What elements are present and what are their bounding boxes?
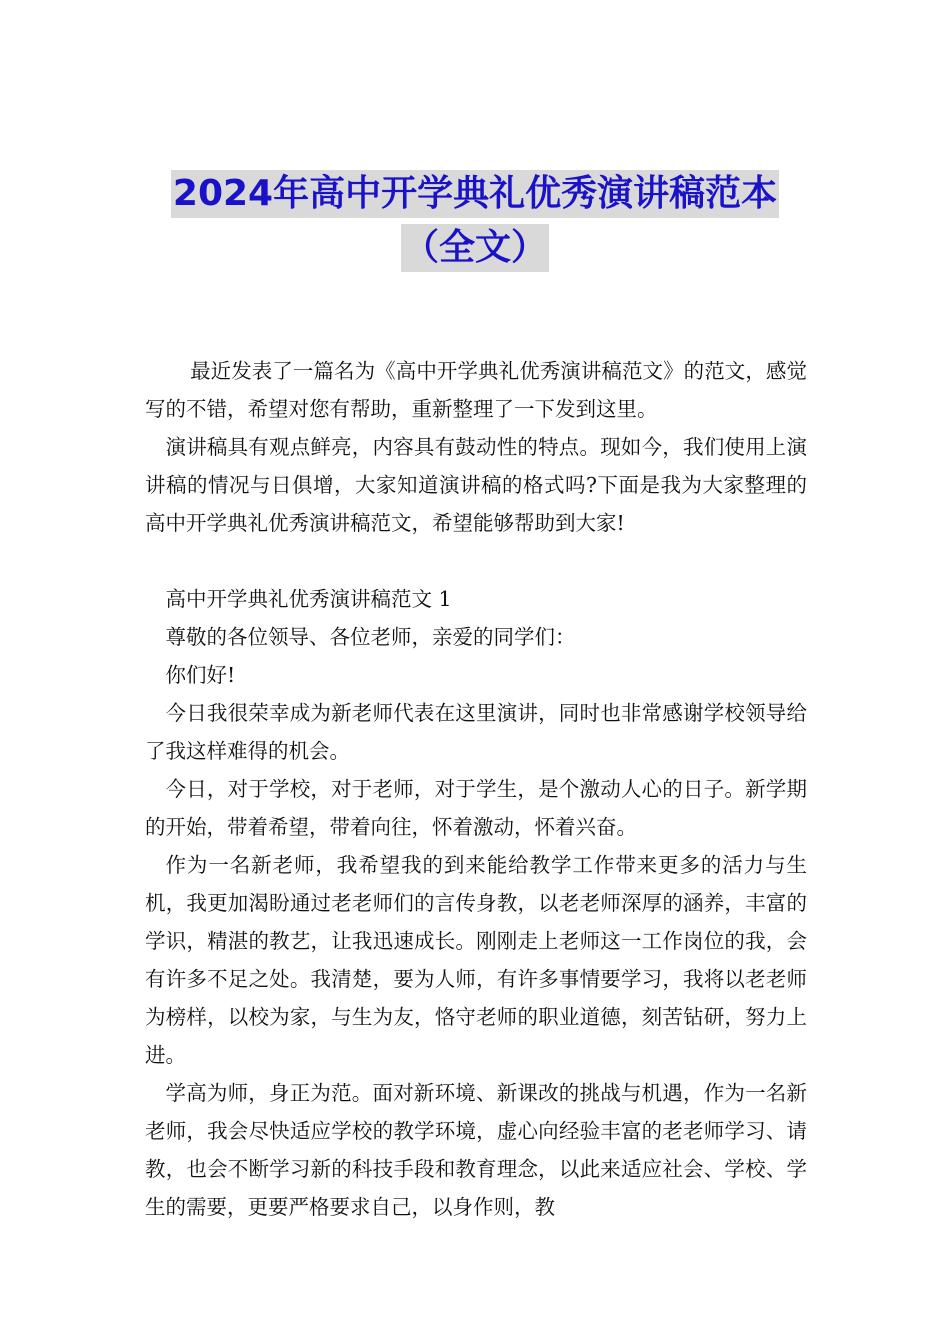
description-paragraph: 演讲稿具有观点鲜亮，内容具有鼓动性的特点。现如今，我们使用上演讲稿的情况与日俱增，大家知道演讲稿的格式吗?下面是我为大家整理的高中开学典礼优秀演讲稿范文，希望能够帮助到大家! xyxy=(145,435,807,535)
greeting: 你们好! xyxy=(165,663,236,687)
document-title xyxy=(0,170,950,272)
salutation: 尊敬的各位领导、各位老师，亲爱的同学们： xyxy=(165,625,576,649)
section-heading: 高中开学典礼优秀演讲稿范文 1 xyxy=(165,587,452,611)
body-paragraph: 今日我很荣幸成为新老师代表在这里演讲，同时也非常感谢学校领导给了我这样难得的机会。 xyxy=(145,701,807,763)
title-line-1: 2024年高中开学典礼优秀演讲稿范本 xyxy=(171,170,779,218)
paragraph-gap xyxy=(145,542,807,580)
body-paragraph: 学高为师，身正为范。面对新环境、新课改的挑战与机遇，作为一名新老师，我会尽快适应学校的教学环境，虚心向经验丰富的老老师学习、请教，也会不断学习新的科技手段和教育理念，以此来适应社会、学校、学生的需要，更要严格要求自己，以身作则，教 xyxy=(145,1081,807,1219)
body-paragraph: 作为一名新老师，我希望我的到来能给教学工作带来更多的活力与生机，我更加渴盼通过老老师们的言传身教，以老老师深厚的涵养，丰富的学识，精湛的教艺，让我迅速成长。刚刚走上老师这一工作岗位的我，会有许多不足之处。我清楚，要为人师，有许多事情要学习，我将以老老师为榜样，以校为家，与生为友，恪守老师的职业道德，刻苦钻研，努力上进。 xyxy=(145,853,807,1067)
intro-paragraph: 最近发表了一篇名为《高中开学典礼优秀演讲稿范文》的范文，感觉写的不错，希望对您有帮助，重新整理了一下发到这里。 xyxy=(145,359,807,421)
title-line-2: （全文） xyxy=(401,224,549,272)
body-paragraph: 今日，对于学校，对于老师，对于学生，是个激动人心的日子。新学期的开始，带着希望，带着向往，怀着激动，怀着兴奋。 xyxy=(145,777,807,839)
document-body xyxy=(145,352,807,1226)
